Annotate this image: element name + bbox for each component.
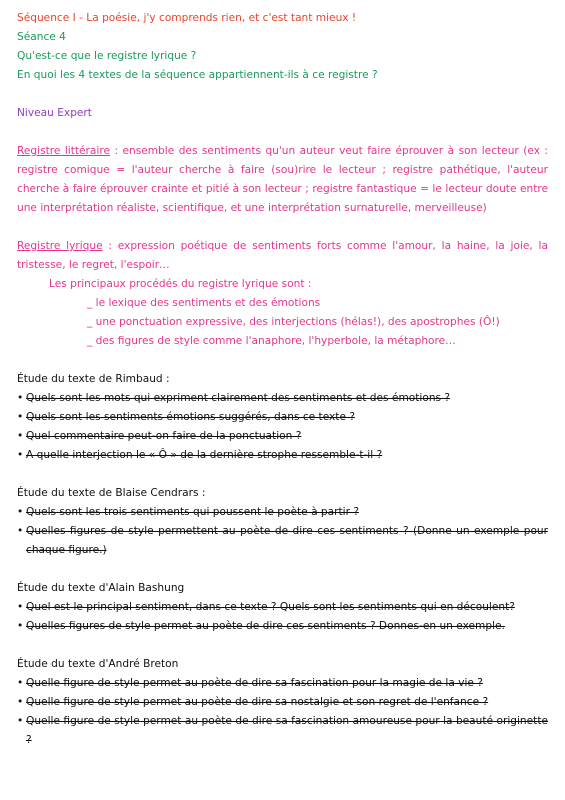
literary-register-definition — [17, 142, 548, 218]
lyric-register-definition — [17, 237, 548, 275]
study-question: • Quels sont les mots qui expriment clairement des sentiments et des émotions ? — [17, 389, 548, 408]
question-2: En quoi les 4 textes de la séquence appartiennent-ils à ce registre ? — [17, 69, 378, 81]
seance-label: Séance 4 — [17, 31, 66, 43]
lyric-item: _ des figures de style comme l'anaphore, l'hyperbole, la métaphore… — [87, 335, 456, 347]
study-rimbaud — [17, 370, 548, 465]
lyric-register-text: : expression poétique de sentiments forts comme l'amour, la haine, la joie, la tristesse, le regret, l'espoir… — [17, 240, 548, 271]
study-question: • Quelle figure de style permet au poète de dire sa fascination amoureuse pour la beauté originette ? — [17, 712, 548, 750]
study-question: • Quelle figure de style permet au poète de dire sa nostalgie et son regret de l'enfance ? — [17, 693, 548, 712]
lyric-register-term: Registre lyrique — [17, 240, 103, 252]
study-cendrars — [17, 484, 548, 560]
lyric-item: _ une ponctuation expressive, des interjections (hélas!), des apostrophes (Ô!) — [87, 316, 500, 328]
study-bashung — [17, 579, 548, 636]
question-1: Qu'est-ce que le registre lyrique ? — [17, 50, 197, 62]
study-question: • A quelle interjection le « Ô » de la dernière strophe ressemble-t-il ? — [17, 446, 548, 465]
study-title: Étude du texte d'André Breton — [17, 658, 179, 670]
study-question: • Quel commentaire peut-on faire de la ponctuation ? — [17, 427, 548, 446]
lyric-item: _ le lexique des sentiments et des émotions — [87, 297, 321, 309]
literary-register-text: : ensemble des sentiments qu'un auteur veut faire éprouver à son lecteur (ex : registre comique = l'auteur cherche à faire (sou)rire le lecteur ; registre pathétique, l'auteur cherche à faire éprouver crainte et pitié à son lecteur ; registre fantastique = le lecteur doute entre une interprétation réaliste, scientifique, et une interprétation surnaturelle, merveilleuse) — [17, 145, 548, 214]
study-title: Étude du texte de Rimbaud : — [17, 373, 170, 385]
literary-register-term: Registre littéraire — [17, 145, 110, 157]
study-question: • Quelles figures de style permet au poète de dire ces sentiments ? Donnes-en un exemple. — [17, 617, 548, 636]
sequence-title: Séquence I - La poésie, j'y comprends rien, et c'est tant mieux ! — [17, 12, 357, 24]
study-question: • Quels sont les sentiments émotions suggérés, dans ce texte ? — [17, 408, 548, 427]
study-question: • Quelles figures de style permettent au poète de dire ces sentiments ? (Donne un exemple pour chaque figure.) — [17, 522, 548, 560]
study-question: • Quelle figure de style permet au poète de dire sa fascination pour la magie de la vie ? — [17, 674, 548, 693]
study-title: Étude du texte de Blaise Cendrars : — [17, 487, 206, 499]
level-label: Niveau Expert — [17, 107, 92, 119]
study-question: • Quel est le principal sentiment, dans ce texte ? Quels sont les sentiments qui en découlent? — [17, 598, 548, 617]
document-page — [17, 9, 548, 750]
study-title: Étude du texte d'Alain Bashung — [17, 582, 185, 594]
lyric-intro: Les principaux procédés du registre lyrique sont : — [49, 278, 312, 290]
study-breton — [17, 655, 548, 750]
study-question: • Quels sont les trois sentiments qui poussent le poète à partir ? — [17, 503, 548, 522]
